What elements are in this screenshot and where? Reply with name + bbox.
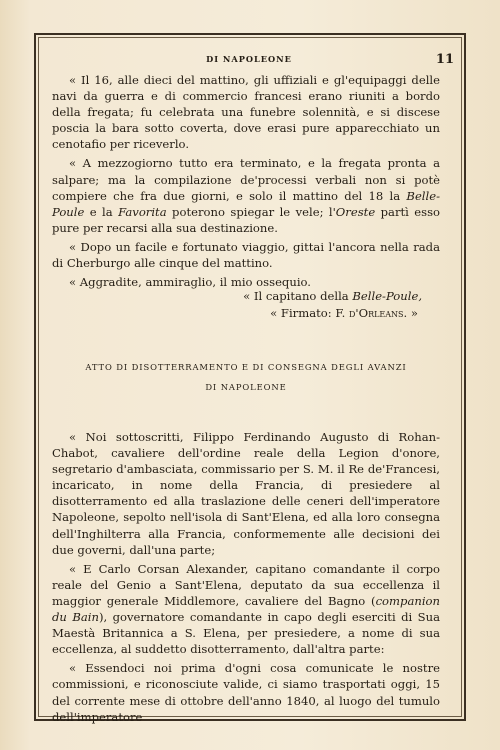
section-heading: DI NAPOLEONE: [205, 382, 287, 392]
running-head: DI NAPOLEONE: [206, 54, 292, 64]
section-heading: ATTO DI DISOTTERRAMENTO E DI CONSEGNA DEGLI AVANZI: [85, 362, 407, 372]
ship-name: Belle-Poule: [52, 188, 440, 219]
text-run: « Il capitano della: [243, 289, 353, 303]
text-run: e la: [84, 204, 119, 219]
paragraph: « Essendoci noi prima d'ogni cosa comunicate le nostre commissioni, e riconosciute valide, ci siamo trasportati oggi, 15 del corrente mese di ottobre dell'anno 1840, al luogo del tumulo dell'imperatore: [52, 661, 440, 724]
letter-text: [52, 72, 440, 290]
paragraph: « Aggradite, ammiraglio, il mio ossequio.: [69, 275, 311, 290]
page-number: 11: [435, 52, 454, 67]
paragraph: « Il 16, alle dieci del mattino, gli uffiziali e gl'equipaggi delle navi da guerra e di commercio francesi erano riuniti a bordo della fregata; fu celebrata una funebre solennità, e si discese poscia la bara sotto coverta, dove erasi pure apparecchiato un cenotafio per riceverlo.: [52, 73, 440, 152]
signature-line: [52, 288, 440, 304]
text-run: « E Carlo Corsan Alexander, capitano comandante il corpo reale del Genio a Sant'Elena, deputato da sua eccellenza il maggior generale Middlemore, cavaliere del Bagno (: [52, 561, 440, 608]
signatory-name: d'Orleans.: [348, 306, 408, 320]
paragraph: « Noi sottoscritti, Filippo Ferdinando Augusto di Rohan-Chabot, cavaliere dell'ordine reale della Legion d'onore, segretario d'ambasciata, commissario per S. M. il Re de'Francesi, incaricato, in nome della Francia, di presiedere al disotterramento ed alla traslazione delle ceneri dell'imperatore Napoleone, sepolto nell'isola di Sant'Elena, ed alla loro consegna dell'Inghilterra alla Francia, conformemente alle decisioni dei due governi, dall'una parte;: [52, 430, 440, 557]
text-run: poterono spiegar le vele; l': [166, 204, 336, 219]
italic-term: companion du Bain: [52, 593, 440, 625]
ship-name: Favorita: [118, 204, 167, 219]
text-run: « Firmato: F.: [270, 306, 349, 320]
ship-name: Belle-Poule,: [352, 289, 422, 303]
text-run: »: [407, 306, 418, 320]
text-run: « A mezzogiorno tutto era terminato, e la fregata pronta a salpare; ma la compilazione de'processi verbali non si potè compiere che fra due giorni, e solo il mattino del 18 la: [52, 156, 440, 203]
text-run: partì esso pure per recarsi alla sua destinazione.: [52, 204, 441, 235]
ship-name: Oreste: [335, 204, 376, 219]
signature-line: [52, 305, 440, 321]
paragraph: [52, 155, 440, 235]
paragraph: « Dopo un facile e fortunato viaggio, gittai l'ancora nella rada di Cherburgo alle cinque del mattino.: [52, 239, 440, 271]
page-header: [44, 52, 454, 68]
paragraph: [52, 561, 440, 658]
act-text: [52, 429, 440, 725]
text-run: ), governatore comandante in capo degli eserciti di Sua Maestà Britannica a S. Elena, per presiedere, a nome di sua eccellenza, al suddetto disotterramento, dall'altra parte:: [52, 610, 441, 657]
